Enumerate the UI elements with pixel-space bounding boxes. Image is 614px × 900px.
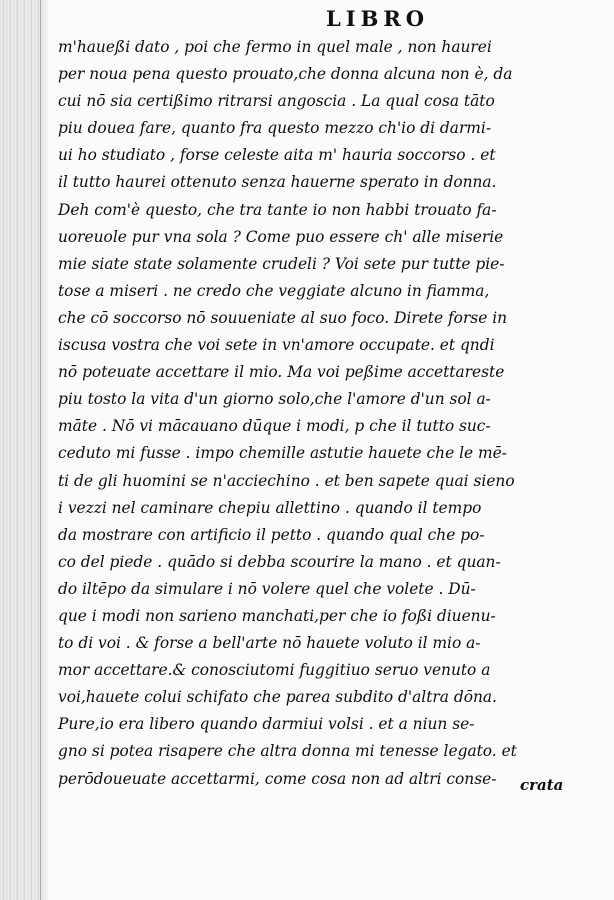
text-line: mie siate state solamente crudeli ? Voi sete pur tutte pie- <box>58 254 505 273</box>
text-line: il tutto haurei ottenuto senza hauerne sperato in donna. <box>58 173 497 192</box>
text-line: to di voi . & forse a bell'arte nō hauete voluto il mio a- <box>58 634 481 653</box>
body-text <box>58 34 566 793</box>
text-line: do iltēpo da simulare i nō volere quel che volete . Dū- <box>58 579 476 598</box>
text-line: Deh com'è questo, che tra tante io non habbi trouato fa- <box>58 200 497 219</box>
text-line: nō poteuate accettare il mio. Ma voi peßime accettareste <box>58 363 505 382</box>
text-line: māte . Nō vi mācauano dūque i modi, p che il tutto suc- <box>58 417 491 436</box>
text-line: mor accettare.& conosciutomi fuggitiuo seruo venuto a <box>58 661 491 680</box>
text-line: que i modi non sarieno manchati,per che io foßi diuenu- <box>58 606 496 625</box>
book-binding-gutter <box>0 0 41 900</box>
text-line: voi,hauete colui schifato che parea subdito d'altra dōna. <box>58 688 497 707</box>
text-line: cui nō sia certißimo ritrarsi angoscia . La qual cosa tāto <box>58 92 495 111</box>
text-line: i vezzi nel caminare chepiu allettino . quando il tempo <box>58 498 482 517</box>
text-line: gno si potea risapere che altra donna mi tenesse legato. et <box>58 742 517 761</box>
text-line: ui ho studiato , forse celeste aita m' hauria soccorso . et <box>58 146 496 165</box>
text-line: che cō soccorso nō souueniate al suo foco. Direte forse in <box>58 308 508 327</box>
text-line: ceduto mi fusse . impo chemille astutie hauete che le mē- <box>58 444 507 463</box>
text-line: m'haueßi dato , poi che fermo in quel male , non haurei <box>58 38 492 56</box>
text-line: iscusa vostra che voi sete in vn'amore occupate. et qndi <box>58 336 495 355</box>
text-line: uoreuole pur vna sola ? Come puo essere ch' alle miserie <box>58 227 504 246</box>
text-line: per noua pena questo prouato,che donna alcuna non è, da <box>58 65 513 84</box>
text-line: ti de gli huomini se n'acciechino . et ben sapete quai sieno <box>58 471 515 490</box>
text-line: co del piede . quādo si debba scourire la mano . et quan- <box>58 552 501 571</box>
catchword: crata <box>520 776 564 794</box>
text-line: perōdoueuate accettarmi, come cosa non ad altri conse- <box>58 769 497 788</box>
gutter-shadow <box>40 0 50 900</box>
text-line: Pure,io era libero quando darmiui volsi . et a niun se- <box>58 715 475 734</box>
text-line: tose a miseri . ne credo che veggiate alcuno in fiamma, <box>58 281 490 300</box>
text-line: da mostrare con artificio il petto . quando qual che po- <box>58 525 485 544</box>
running-head: LIBRO <box>326 6 430 31</box>
text-line: piu tosto la vita d'un giorno solo,che l'amore d'un sol a- <box>58 390 491 409</box>
text-line: piu douea fare, quanto fra questo mezzo ch'io di darmi- <box>58 119 492 138</box>
